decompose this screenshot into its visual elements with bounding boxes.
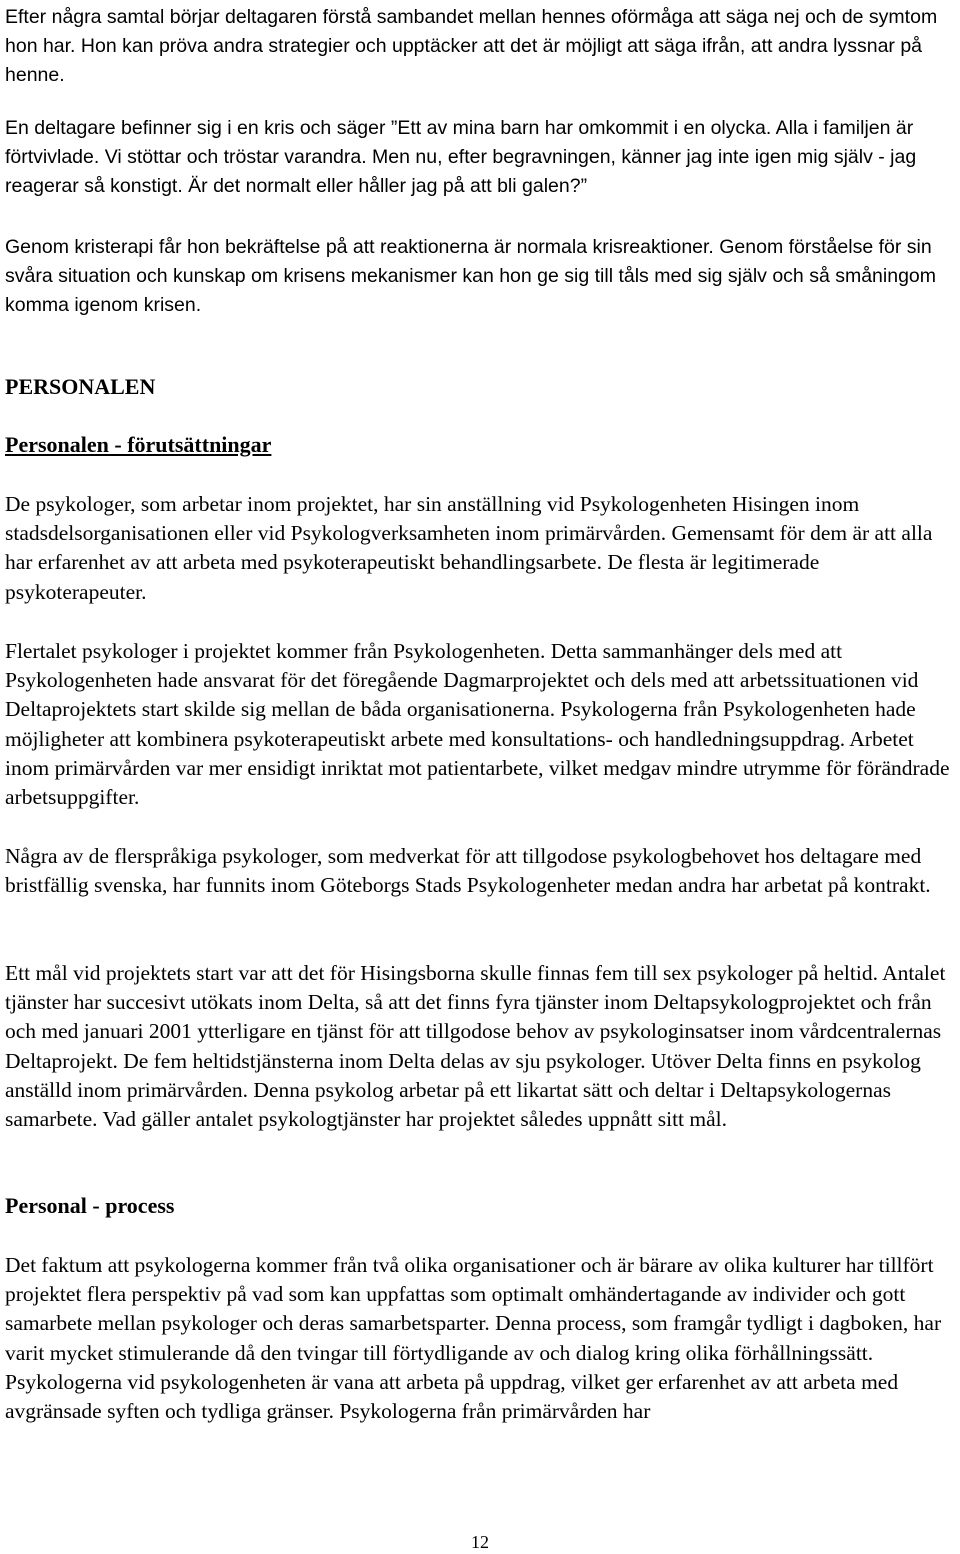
- paragraph-psykologer-anstallning: De psykologer, som arbetar inom projektet, har sin anställning vid Psykologenheten Hisingen inom stadsdelsorganisationen eller vid Psykologverksamheten inom primärvården. Gemensamt för dem är att alla har erfarenhet av att arbeta med psykoterapeutiskt behandlingsarbete. De flesta är legitimerade psykoterapeuter.: [5, 492, 933, 604]
- section-heading: PERSONALEN: [5, 374, 156, 399]
- subsection-heading-forutsattningar: Personalen - förutsättningar: [5, 432, 272, 457]
- page-number: 12: [471, 1532, 489, 1552]
- paragraph-flertalet-psykologer: Flertalet psykologer i projektet kommer från Psykologenheten. Detta sammanhänger dels med att Psykologenheten hade ansvarat för det föregående Dagmarprojektet och dels med att arbetssituationen vid Deltaprojektets start skilde sig mellan de båda organisationerna. Psykologerna från Psykologenheten hade möjligheter att kombinera psykoterapeutiskt arbete med konsultations- och handledningsuppdrag. Arbetet inom primärvården var mer ensidigt inriktat mot patientarbete, vilket medgav mindre utrymme för förändrade arbetsuppgifter.: [5, 639, 950, 810]
- intro-paragraph-2: En deltagare befinner sig i en kris och säger ”Ett av mina barn har omkommit i en olycka. Alla i familjen är förtvivlade. Vi stöttar och tröstar varandra. Men nu, efter begravningen, känner jag inte igen mig själv - jag reagerar så konstigt. Är det normalt eller håller jag på att bli galen?”: [5, 117, 917, 197]
- paragraph-flersprakiga: Några av de flerspråkiga psykologer, som medverkat för att tillgodose psykologbehovet hos deltagare med bristfällig svenska, har funnits inom Göteborgs Stads Psykologenheter medan andra har arbetat på kontrakt.: [5, 844, 931, 898]
- paragraph-olika-organisationer: Det faktum att psykologerna kommer från två olika organisationer och är bärare av olika kulturer har tillfört projektet flera perspektiv på vad som kan uppfattas som optimalt omhändertagande av individer och gott samarbete mellan psykologer och deras samarbetsparter. Denna process, som framgår tydligt i dagboken, har varit mycket stimulerande då den tvingar till förtydligande av och dialog kring olika förhållningssätt. Psykologerna vid psykologenheten är vana att arbeta på uppdrag, vilket ger erfarenhet av att arbeta med avgränsade syften och tydliga gränser. Psykologerna från primärvården har: [5, 1253, 942, 1424]
- paragraph-mal-vid-start: Ett mål vid projektets start var att det för Hisingsborna skulle finnas fem till sex psykologer på heltid. Antalet tjänster har succesivt utökats inom Delta, så att det finns fyra tjänster inom Deltapsykologprojektet och från och med januari 2001 ytterligare en tjänst för att tillgodose behov av psykologinsatser inom vårdcentralernas Deltaprojekt. De fem heltidstjänsterna inom Delta delas av sju psykologer. Utöver Delta finns en psykolog anställd inom primärvården. Denna psykolog arbetar på ett likartat sätt och deltar i Deltapsykologernas samarbete. Vad gäller antalet psykologtjänster har projektet således uppnått sitt mål.: [5, 961, 946, 1132]
- subsection-heading-process: Personal - process: [5, 1193, 175, 1218]
- intro-paragraph-3: Genom kristerapi får hon bekräftelse på att reaktionerna är normala krisreaktioner. Genom förståelse för sin svåra situation och kunskap om krisens mekanismer kan hon ge sig till tåls med sig själv och så småningom komma igenom krisen.: [5, 236, 937, 316]
- intro-paragraph-1: Efter några samtal börjar deltagaren förstå sambandet mellan hennes oförmåga att säga nej och de symtom hon har. Hon kan pröva andra strategier och upptäcker att det är möjligt att säga ifrån, att andra lyssnar på henne.: [5, 6, 938, 86]
